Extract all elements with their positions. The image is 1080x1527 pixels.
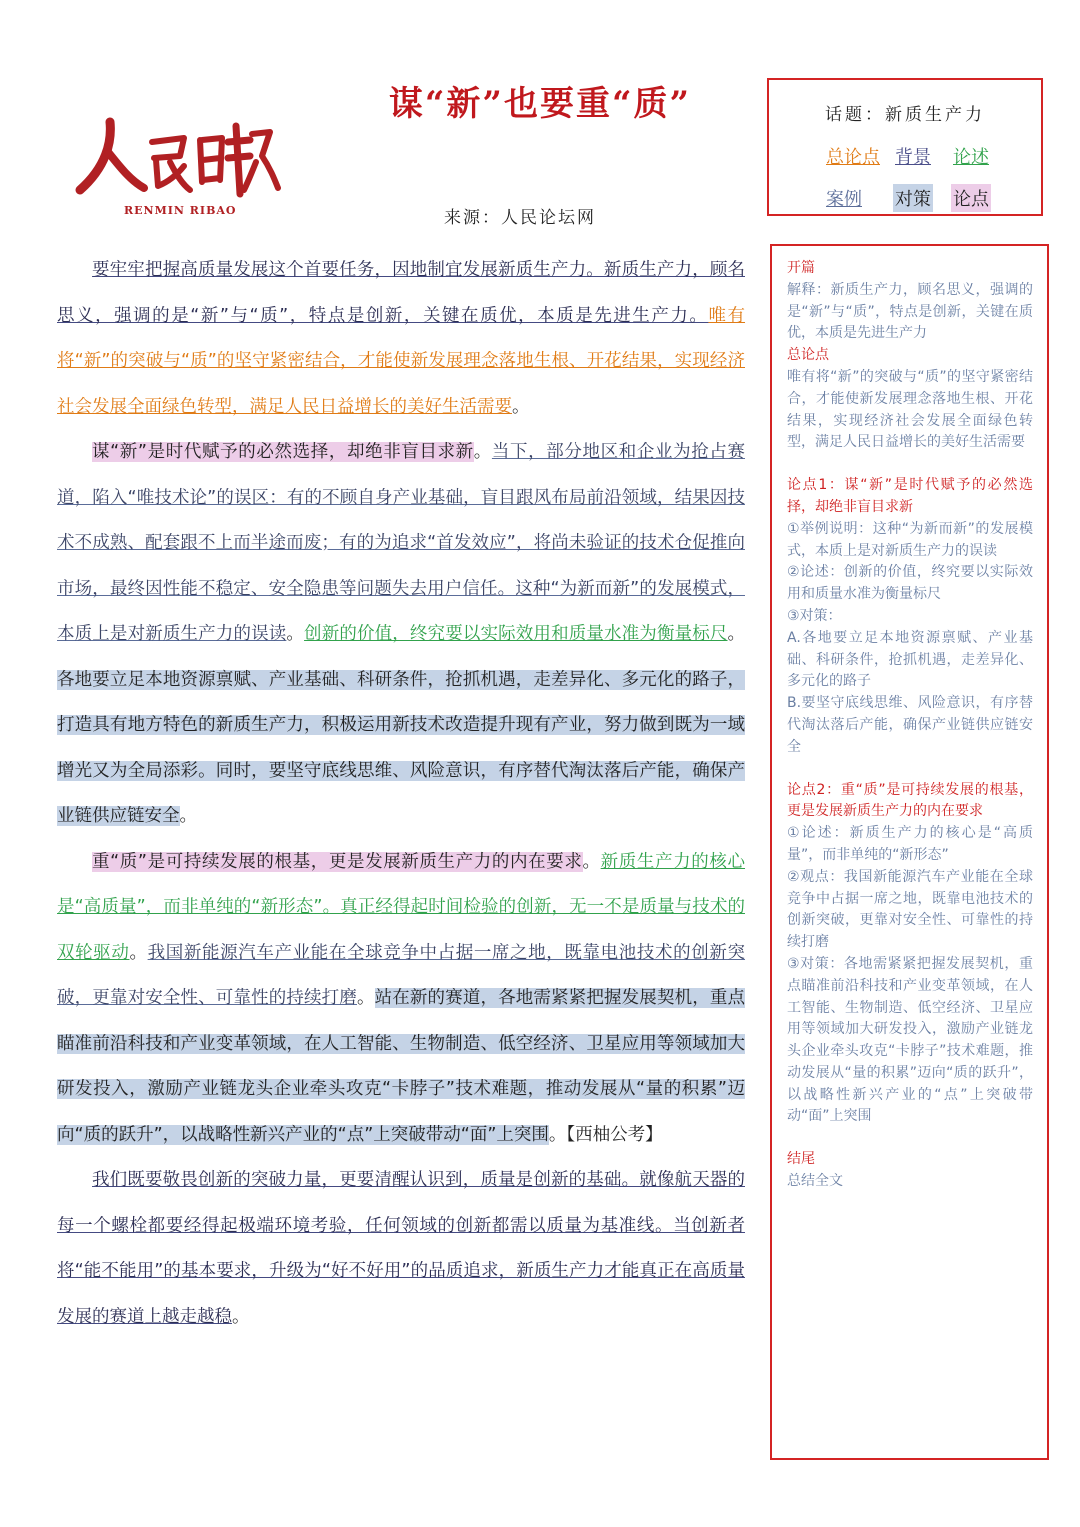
paragraph-1	[57, 248, 745, 430]
logo-calligraphy-icon	[72, 112, 282, 204]
punctuation: 。	[179, 806, 197, 826]
notes-point1-item: ①举例说明：这种“为新而新”的发展模式，本质上是对新质生产力的误读	[787, 520, 1033, 559]
argument-text: 新质生产力的核心是“高质量”，而非单纯的“新形态”。真正经得起时间检验的创新，无一不是质量与技术的双轮驱动	[57, 851, 746, 963]
notes-ending-text: 总结全文	[787, 1173, 843, 1190]
countermeasure-text: 站在新的赛道，各地需紧紧把握发展契机，重点瞄准前沿科技和产业变革领域，在人工智能、生物制造、低空经济、卫星应用等领域加大研发投入，激励产业链龙头企业牵头攻克“卡脖子”技术难题，推动发展从“量的积累”迈向“质的跃升”，以战略性新兴产业的“点”上突破带动“面”上突围	[57, 988, 746, 1145]
notes-point2-heading: 论点2：重“质”是可持续发展的根基，更是发展新质生产力的内在要求	[787, 781, 1033, 820]
background-text: 我们既要敬畏创新的突破力量，更要清醒认识到，质量是创新的基础。就像航天器的每一个螺栓都要经得起极端环境考验，任何领域的创新都需以质量为基准线。当创新者将“能不能用”的基本要求，升级为“好不好用”的品质追求，新质生产力才能真正在高质量发展的赛道上越走越稳	[57, 1170, 745, 1327]
punctuation: 。	[473, 442, 492, 462]
notes-thesis-text: 唯有将“新”的突破与“质”的坚守紧密结合，才能使新发展理念落地生根、开花结果，实现经济社会发展全面绿色转型，满足人民日益增长的美好生活需要	[787, 368, 1033, 451]
paragraph-3	[57, 840, 745, 1159]
thesis-text: 唯有将“新”的突破与“质”的坚守紧密结合，才能使新发展理念落地生根、开花结果，实现经济社会发展全面绿色转型，满足人民日益增长的美好生活需要	[57, 305, 746, 417]
punctuation: 。	[129, 942, 148, 963]
punctuation: 。	[356, 988, 375, 1008]
background-text: 要牢牢把握高质量发展这个首要任务，因地制宜发展新质生产力。新质生产力，顾名思义，强调的是“新”与“质”，特点是创新，关键在质优，本质是先进生产力。	[57, 260, 745, 326]
notes-thesis-heading: 总论点	[787, 347, 829, 364]
argument-text: 创新的价值，终究要以实际效用和质量水准为衡量标尺	[304, 624, 728, 644]
article-body	[57, 248, 745, 1340]
point-text: 重“质”是可持续发展的根基，更是发展新质生产力的内在要求	[92, 851, 583, 872]
legend-argument: 论述	[953, 147, 989, 168]
notes-point2-item: ①论述：新质生产力的核心是“高质量”，而非单纯的“新形态”	[787, 825, 1033, 863]
paragraph-2	[57, 430, 745, 840]
notes-opening-explain: 解释：新质生产力，顾名思义，强调的是“新”与“质”，特点是创新，关键在质优，本质是先进生产力	[787, 281, 1033, 342]
punctuation: 。【西柚公考】	[548, 1124, 663, 1145]
countermeasure-text: 各地要立足本地资源禀赋、产业基础、科研条件，抢抓机遇，走差异化、多元化的路子，打造具有地方特色的新质生产力，积极运用新技术改造提升现有产业，努力做到既为一域增光又为全局添彩。同时，要坚守底线思维、风险意识，有序替代淘汰落后产能，确保产业链供应链安全	[57, 669, 745, 826]
notes-point1-heading: 论点1：谋“新”是时代赋予的必然选择，却绝非盲目求新	[787, 477, 1033, 515]
source-line: 来源：人民论坛网	[444, 208, 596, 228]
punctuation: 。	[727, 624, 746, 644]
notes-panel	[770, 244, 1049, 1460]
punctuation: 。	[582, 851, 601, 872]
notes-point1-item: ③对策：	[787, 607, 842, 624]
point-text: 谋“新”是时代赋予的必然选择，却绝非盲目求新	[92, 442, 474, 462]
punctuation: 。	[286, 624, 305, 644]
page-title: 谋“新”也要重“质”	[388, 84, 692, 124]
logo-english: RENMIN RIBAO	[124, 204, 237, 217]
notes-opening-heading: 开篇	[787, 260, 815, 276]
notes-point1-item: B.要坚守底线思维、风险意识，有序替代淘汰落后产能，确保产业链供应链安全	[787, 695, 1033, 755]
case-text: 当下，部分地区和企业为抢占赛道，陷入“唯技术论”的误区：有的不顾自身产业基础，盲目跟风布局前沿领域，结果因技术不成熟、配套跟不上而半途而废；有的为追求“首发效应”，将尚未验证的技术仓促推向市场，最终因性能不稳定、安全隐患等问题失去用户信任。这种“为新而新”的发展模式，本质上是对新质生产力的误读	[57, 442, 745, 644]
notes-point1-item: ②论述：创新的价值，终究要以实际效用和质量水准为衡量标尺	[787, 564, 1033, 603]
notes-ending-heading: 结尾	[787, 1151, 815, 1168]
punctuation: 。	[232, 1306, 250, 1327]
legend-thesis: 总论点	[826, 147, 880, 168]
notes-point1-item: A.各地要立足本地资源禀赋、产业基础、科研条件，抢抓机遇，走差异化、多元化的路子	[787, 629, 1033, 690]
legend-countermeasure: 对策	[893, 184, 933, 212]
case-text: 我国新能源汽车产业能在全球竞争中占据一席之地，既靠电池技术的创新突破，更靠对安全性、可靠性的持续打磨	[57, 942, 746, 1008]
notes-point2-item: ③对策：各地需紧紧把握发展契机，重点瞄准前沿科技和产业变革领域，在人工智能、生物制造、低空经济、卫星应用等领域加大研发投入，激励产业链龙头企业牵头攻克“卡脖子”技术难题，推动发展从“量的积累”迈向“质的跃升”，以战略性新兴产业的“点”上突破带动“面”上突围	[787, 955, 1033, 1125]
renmin-ribao-logo	[72, 112, 282, 222]
legend-point: 论点	[951, 184, 991, 212]
paragraph-4	[57, 1158, 745, 1340]
legend-case: 案例	[826, 189, 862, 210]
legend-box	[767, 78, 1043, 216]
notes-point2-item: ②观点：我国新能源汽车产业能在全球竞争中占据一席之地，既靠电池技术的创新突破，更靠对安全性、可靠性的持续打磨	[787, 868, 1033, 951]
punctuation: 。	[512, 396, 530, 417]
legend-topic: 话题：新质生产力	[825, 105, 985, 125]
legend-background: 背景	[895, 147, 931, 168]
